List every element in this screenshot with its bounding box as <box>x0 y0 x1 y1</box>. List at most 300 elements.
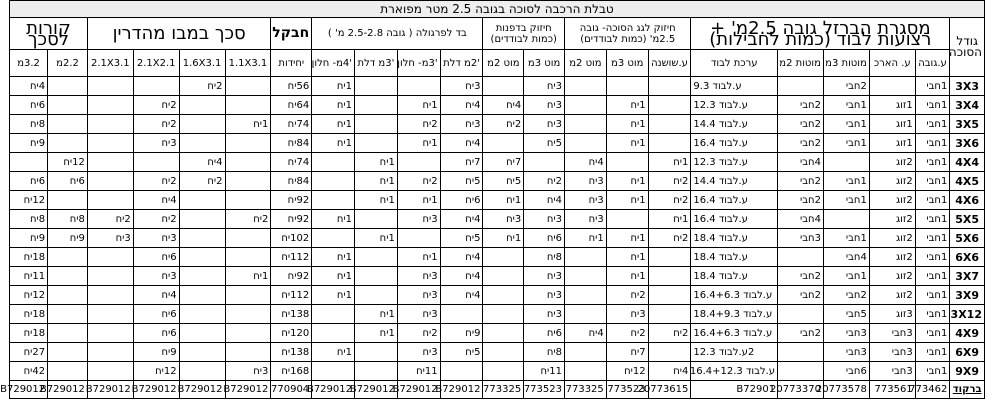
table-cell <box>48 324 88 343</box>
table-cell: 1יח <box>606 134 648 153</box>
table-row <box>10 191 985 210</box>
table-cell: 2יח <box>524 172 565 191</box>
table-cell <box>87 134 133 153</box>
table-cell: 1יח <box>312 343 355 362</box>
table-cell: ע.לבוד 16.4+12.3 <box>691 362 778 381</box>
table-cell <box>225 191 271 210</box>
table-cell: 2חבי <box>778 96 824 115</box>
table-cell <box>648 115 691 134</box>
table-cell: 138יח <box>271 305 312 324</box>
table-cell: 4חבי <box>778 210 824 229</box>
rope-header: חבקל <box>271 18 312 50</box>
table-cell <box>483 362 524 381</box>
table-cell <box>87 305 133 324</box>
table-cell <box>355 134 398 153</box>
table-cell <box>179 115 225 134</box>
table-cell <box>48 267 88 286</box>
table-cell <box>87 153 133 172</box>
table-cell <box>355 77 398 96</box>
table-cell: ע.לבוד 12.3 <box>691 96 778 115</box>
table-cell: 6יח <box>133 248 179 267</box>
table-cell: 2יח <box>397 324 440 343</box>
table-cell: 8יח <box>524 343 565 362</box>
table-cell <box>565 134 607 153</box>
table-cell <box>179 210 225 229</box>
table-cell <box>355 343 398 362</box>
barcode-cell: B729012 <box>133 381 179 399</box>
table-cell: 3חבי <box>823 343 869 362</box>
table-row <box>10 305 985 324</box>
barcode-label: ברקוד <box>950 381 985 399</box>
table-cell: 3חבי <box>869 343 915 362</box>
sukkah-size: 4X6 <box>950 191 985 210</box>
table-cell: 4חבי <box>823 248 869 267</box>
table-cell: 6יח <box>524 324 565 343</box>
table-cell: 1חבי <box>915 96 950 115</box>
table-cell: 74יח <box>271 153 312 172</box>
table-cell: 1חבי <box>823 115 869 134</box>
table-cell: 8יח <box>10 115 48 134</box>
column-header: '2מ דלת <box>440 50 483 77</box>
table-cell: 4יח <box>440 286 483 305</box>
table-cell: 1יח <box>312 115 355 134</box>
table-cell: 3יח <box>524 96 565 115</box>
table-cell: 2זוג <box>869 229 915 248</box>
table-cell <box>483 77 524 96</box>
table-cell: 3יח <box>483 210 524 229</box>
table-cell: 27יח <box>10 343 48 362</box>
table-cell <box>225 324 271 343</box>
table-cell: 1יח <box>397 248 440 267</box>
table-cell: 2יח <box>397 115 440 134</box>
table-cell: 9יח <box>440 324 483 343</box>
table-cell <box>565 77 607 96</box>
table-cell: ע.לבוד 18.4 <box>691 229 778 248</box>
table-cell <box>179 96 225 115</box>
table-cell: 2ע.לבוד 12.3 <box>691 343 778 362</box>
sukkah-size: 3X4 <box>950 96 985 115</box>
table-cell: 11יח <box>10 267 48 286</box>
table-cell <box>87 362 133 381</box>
table-cell: 92יח <box>271 210 312 229</box>
table-cell <box>225 248 271 267</box>
column-header: ע. הארכ <box>869 50 915 77</box>
table-cell: 1חבי <box>915 324 950 343</box>
table-cell: 3יח <box>524 77 565 96</box>
table-cell: 2יח <box>648 324 691 343</box>
table-cell: 7יח <box>606 343 648 362</box>
table-row <box>10 286 985 305</box>
table-cell: 11יח <box>524 362 565 381</box>
table-cell <box>48 96 88 115</box>
table-cell: 1חבי <box>915 305 950 324</box>
column-header: מוט 2מ <box>565 50 607 77</box>
barcode-cell: 773523 <box>524 381 565 399</box>
column-header: '3מ דלת <box>355 50 398 77</box>
table-cell <box>648 267 691 286</box>
barcode-cell: 770904 <box>271 381 312 399</box>
table-cell: 3יח <box>133 229 179 248</box>
table-cell: 4יח <box>440 267 483 286</box>
table-cell: 3יח <box>397 286 440 305</box>
table-cell: 3חבי <box>869 324 915 343</box>
table-cell <box>778 343 824 362</box>
column-header: יחידות <box>271 50 312 77</box>
table-row <box>10 153 985 172</box>
table-cell <box>778 305 824 324</box>
table-cell: 1חבי <box>915 172 950 191</box>
table-cell: 3יח <box>440 77 483 96</box>
sukkah-size: 3X3 <box>950 77 985 96</box>
table-cell: 3יח <box>133 267 179 286</box>
table-cell: 92יח <box>271 191 312 210</box>
table-row <box>10 115 985 134</box>
table-cell: 4יח <box>483 96 524 115</box>
table-cell <box>48 362 88 381</box>
table-cell <box>483 305 524 324</box>
table-cell: 2יח <box>133 210 179 229</box>
table-cell <box>179 362 225 381</box>
table-cell: 2חבי <box>778 191 824 210</box>
table-row <box>10 362 985 381</box>
table-cell <box>312 362 355 381</box>
table-cell: 6יח <box>48 172 88 191</box>
table-cell: 2זוג <box>869 248 915 267</box>
table-cell <box>225 229 271 248</box>
table-cell <box>565 267 607 286</box>
column-header: 2.1X2.1 <box>133 50 179 77</box>
column-header: מוט 3מ <box>606 50 648 77</box>
table-cell <box>225 305 271 324</box>
table-cell <box>648 305 691 324</box>
table-cell <box>87 343 133 362</box>
table-cell: 5יח <box>440 343 483 362</box>
table-cell: ע.לבוד 18.4+9.3 <box>691 305 778 324</box>
table-cell: 1יח <box>606 229 648 248</box>
table-cell <box>606 77 648 96</box>
table-cell: 4יח <box>565 153 607 172</box>
table-cell: 84יח <box>271 134 312 153</box>
table-cell: 1יח <box>397 191 440 210</box>
table-cell: 74יח <box>271 115 312 134</box>
table-cell: 2חבי <box>778 286 824 305</box>
table-cell: 1יח <box>483 229 524 248</box>
table-cell <box>312 191 355 210</box>
table-cell: 2זוג <box>869 210 915 229</box>
column-header: ע.גובה <box>915 50 950 77</box>
table-cell <box>87 172 133 191</box>
table-cell: 120יח <box>271 324 312 343</box>
table-cell <box>87 267 133 286</box>
table-cell: 1יח <box>565 229 607 248</box>
table-cell: 3יח <box>524 210 565 229</box>
table-cell: 7יח <box>440 153 483 172</box>
barcode-cell: 773325 <box>565 381 607 399</box>
table-cell <box>355 210 398 229</box>
table-cell <box>648 343 691 362</box>
table-cell: ע.לבוד 16.4 <box>691 134 778 153</box>
barcode-cell: 20773615 <box>648 381 691 399</box>
table-cell <box>778 248 824 267</box>
table-cell: 2יח <box>179 77 225 96</box>
table-cell: 5יח <box>483 172 524 191</box>
table-cell <box>648 248 691 267</box>
table-cell: 1זוג <box>869 115 915 134</box>
table-cell <box>225 343 271 362</box>
table-cell <box>225 77 271 96</box>
table-cell: 12יח <box>606 362 648 381</box>
table-row <box>10 343 985 362</box>
table-cell <box>648 77 691 96</box>
table-row <box>10 324 985 343</box>
table-cell <box>483 248 524 267</box>
table-cell: ע.לבוד 16.4+6.3 <box>691 286 778 305</box>
table-row <box>10 248 985 267</box>
table-cell: 1יח <box>312 77 355 96</box>
table-cell <box>565 343 607 362</box>
table-row <box>10 172 985 191</box>
barcode-cell: B729012 <box>10 381 48 399</box>
table-cell: 1יח <box>225 267 271 286</box>
table-cell <box>48 77 88 96</box>
table-cell: 4חבי <box>778 153 824 172</box>
table-cell <box>312 324 355 343</box>
table-cell: 4יח <box>565 324 607 343</box>
table-cell: 112יח <box>271 286 312 305</box>
table-cell <box>48 286 88 305</box>
table-cell: 2יח <box>648 191 691 210</box>
table-cell <box>225 286 271 305</box>
table-cell: 1יח <box>312 286 355 305</box>
table-cell: 4יח <box>524 191 565 210</box>
barcode-cell: B729012 <box>48 381 88 399</box>
table-cell <box>225 134 271 153</box>
table-cell <box>355 96 398 115</box>
sukkah-size: 3X12 <box>950 305 985 324</box>
sukkah-size: 3X9 <box>950 286 985 305</box>
table-cell: 2יח <box>648 172 691 191</box>
table-cell <box>648 286 691 305</box>
table-cell: 1יח <box>355 153 398 172</box>
table-cell: 1יח <box>225 115 271 134</box>
table-cell: 6יח <box>10 96 48 115</box>
table-cell: 6יח <box>10 172 48 191</box>
table-cell: 3יח <box>225 362 271 381</box>
table-cell: 4יח <box>133 191 179 210</box>
table-cell: 1חבי <box>915 286 950 305</box>
table-cell: 1חבי <box>915 191 950 210</box>
table-cell <box>312 229 355 248</box>
table-cell <box>179 191 225 210</box>
table-cell <box>483 324 524 343</box>
table-cell: 1חבי <box>915 134 950 153</box>
table-cell: 3יח <box>440 115 483 134</box>
table-cell <box>778 362 824 381</box>
table-cell: ע.לבוד 16.4 <box>691 210 778 229</box>
table-cell: 2חבי <box>778 115 824 134</box>
table-row <box>10 229 985 248</box>
table-cell: 3יח <box>524 305 565 324</box>
table-cell <box>48 248 88 267</box>
column-header: מוט 3מ <box>524 50 565 77</box>
table-cell: 8יח <box>524 248 565 267</box>
column-header: 3.2מ <box>10 50 48 77</box>
table-cell: 8יח <box>10 210 48 229</box>
table-cell: 4יח <box>10 77 48 96</box>
table-cell: 2חבי <box>778 267 824 286</box>
table-cell: 1חבי <box>823 172 869 191</box>
table-cell: 5יח <box>524 134 565 153</box>
table-cell: ע.לבוד 16.4+6.3 <box>691 324 778 343</box>
table-cell: 3יח <box>397 267 440 286</box>
table-cell: 9יח <box>10 229 48 248</box>
table-cell <box>565 362 607 381</box>
table-cell <box>397 229 440 248</box>
table-cell: 6יח <box>133 305 179 324</box>
barcode-cell: 773462 <box>915 381 950 399</box>
table-cell: 1חבי <box>915 115 950 134</box>
barcode-cell: B729012 <box>397 381 440 399</box>
table-cell <box>225 96 271 115</box>
table-cell: 3יח <box>397 210 440 229</box>
table-cell <box>483 286 524 305</box>
table-cell: 2חבי <box>778 324 824 343</box>
table-cell <box>355 267 398 286</box>
table-cell: 2יח <box>397 172 440 191</box>
table-cell <box>823 153 869 172</box>
table-cell: 56יח <box>271 77 312 96</box>
table-cell <box>440 305 483 324</box>
table-cell: 1חבי <box>823 96 869 115</box>
table-cell: 2זוג <box>869 153 915 172</box>
column-header: 2.2מ <box>48 50 88 77</box>
table-cell: 1חבי <box>915 210 950 229</box>
barcode-cell: 20773370 <box>778 381 824 399</box>
wall-strengthen-header: חיזוק בדפנות (כמות לבודדים) <box>483 18 565 50</box>
table-cell: ע.לבוד 9.3 <box>691 77 778 96</box>
table-cell: 1חבי <box>915 77 950 96</box>
table-cell: ע.לבוד 18.4 <box>691 267 778 286</box>
sukkah-size: 9X9 <box>950 362 985 381</box>
table-cell: 3זוג <box>869 305 915 324</box>
mats-header: סכך במבו מהדרין <box>87 18 271 50</box>
sukkah-size: 5X6 <box>950 229 985 248</box>
table-cell <box>648 96 691 115</box>
table-cell <box>565 286 607 305</box>
table-cell: 1יח <box>606 191 648 210</box>
table-cell <box>355 286 398 305</box>
table-cell: 5חבי <box>823 305 869 324</box>
table-cell: 1יח <box>355 305 398 324</box>
table-cell: 11יח <box>397 362 440 381</box>
table-cell: 1יח <box>606 267 648 286</box>
table-cell <box>312 153 355 172</box>
table-cell <box>179 267 225 286</box>
table-cell: 1חבי <box>915 153 950 172</box>
table-cell: 1יח <box>355 191 398 210</box>
table-cell: ע.לבוד 14.4 <box>691 172 778 191</box>
sukkah-size: 4X5 <box>950 172 985 191</box>
table-cell: 2יח <box>179 172 225 191</box>
table-cell <box>179 324 225 343</box>
table-cell: 4יח <box>440 96 483 115</box>
table-cell: 9יח <box>48 229 88 248</box>
table-cell <box>133 77 179 96</box>
table-cell: 112יח <box>271 248 312 267</box>
table-cell <box>87 248 133 267</box>
table-cell <box>10 153 48 172</box>
table-cell <box>48 134 88 153</box>
table-cell: 1יח <box>312 210 355 229</box>
table-cell: 18יח <box>10 248 48 267</box>
table-cell <box>440 362 483 381</box>
table-cell: 2יח <box>87 210 133 229</box>
table-cell: 2יח <box>225 210 271 229</box>
table-cell: 2יח <box>133 172 179 191</box>
table-cell <box>87 115 133 134</box>
table-cell: 4יח <box>179 153 225 172</box>
table-cell: 2זוג <box>869 191 915 210</box>
table-cell: 12יח <box>10 191 48 210</box>
table-cell <box>225 153 271 172</box>
table-cell: 4יח <box>648 362 691 381</box>
table-cell <box>823 210 869 229</box>
table-cell: 3חבי <box>823 324 869 343</box>
table-cell: 1יח <box>355 229 398 248</box>
table-cell: 1יח <box>397 96 440 115</box>
table-cell <box>179 134 225 153</box>
table-cell: 3יח <box>606 305 648 324</box>
table-row <box>10 210 985 229</box>
table-cell: 1יח <box>355 172 398 191</box>
column-header: 1.1X3.1 <box>225 50 271 77</box>
table-cell <box>312 172 355 191</box>
table-cell: 3יח <box>133 134 179 153</box>
table-cell <box>606 210 648 229</box>
table-cell: 1יח <box>355 324 398 343</box>
table-cell: 1חבי <box>915 343 950 362</box>
barcode-cell: B729012 <box>225 381 271 399</box>
table-cell: 2זוג <box>869 267 915 286</box>
table-cell: 3יח <box>565 210 607 229</box>
table-cell: ע.לבוד 16.4 <box>691 191 778 210</box>
table-cell: 12יח <box>10 286 48 305</box>
barcode-cell: 773561 <box>869 381 915 399</box>
table-cell <box>312 305 355 324</box>
table-cell <box>355 362 398 381</box>
size-header: גודל הסוכה <box>950 18 985 77</box>
table-cell: 2חבי <box>823 77 869 96</box>
barcode-cell: B729012 <box>87 381 133 399</box>
table-cell: 6יח <box>524 229 565 248</box>
table-cell <box>355 115 398 134</box>
table-cell: 102יח <box>271 229 312 248</box>
column-header: 2.1X3.1 <box>87 50 133 77</box>
table-cell: 2יח <box>648 229 691 248</box>
table-cell <box>565 96 607 115</box>
column-header: מוט 2מ <box>483 50 524 77</box>
table-cell: 1זוג <box>869 96 915 115</box>
table-cell: 1יח <box>648 153 691 172</box>
table-cell: 1יח <box>312 96 355 115</box>
table-cell <box>87 77 133 96</box>
barcode-cell: B729012 <box>179 381 225 399</box>
table-cell: 1יח <box>483 191 524 210</box>
table-cell: 4יח <box>440 210 483 229</box>
table-cell: 12יח <box>48 153 88 172</box>
table-cell <box>483 134 524 153</box>
table-cell: 1יח <box>606 172 648 191</box>
